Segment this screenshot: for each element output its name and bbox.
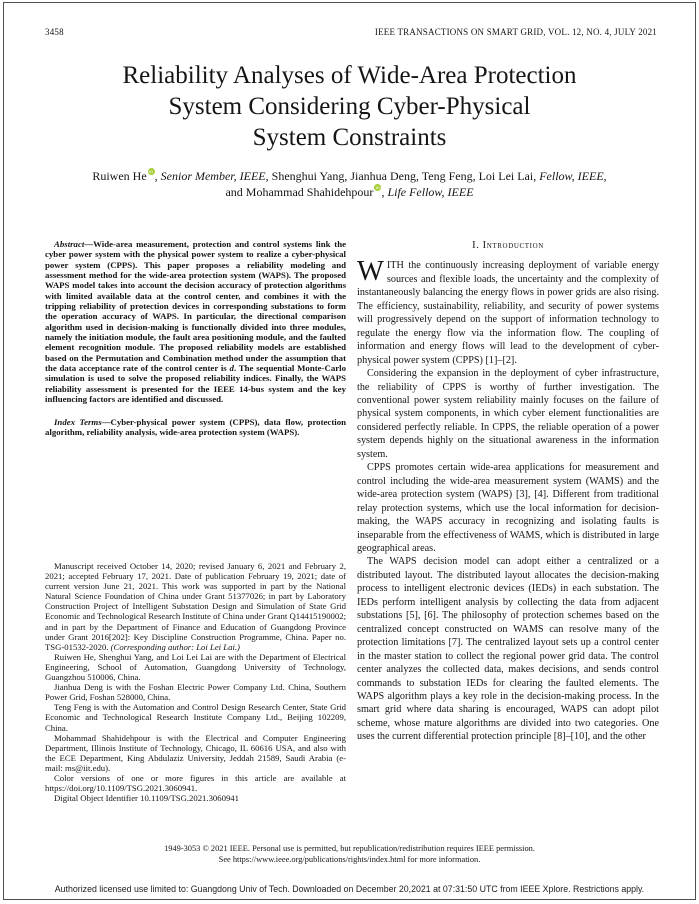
footnote-affiliation: [45, 733, 346, 773]
journal-header: IEEE TRANSACTIONS ON SMART GRID, VOL. 12, NO. 4, JULY 2021: [374, 27, 657, 37]
intro-paragraph: [357, 256, 659, 367]
intro-paragraph: CPPS promotes certain wide-area applications for measurement and control including the wide-area measurement system (WAMS) and the wide-area protection system (WAPS) [3], [4]. Different from traditional relay protection systems, which use the local information for decision-making, the WAPS accuracy in recognizing and isolating faults is inseparable from the effectiveness of WAMS, which is distributed in large geographical areas.: [357, 462, 659, 554]
running-header: [45, 27, 657, 37]
left-column: [45, 239, 346, 437]
copyright-notice: [0, 844, 699, 865]
footnote-text: ).: [105, 762, 111, 773]
author-name: and Mohammad Shahidehpour: [225, 185, 374, 199]
footnote-text: .: [195, 783, 198, 794]
abstract-dash: —: [84, 239, 94, 249]
footnote-manuscript: [45, 561, 346, 652]
author-separator: ,: [381, 185, 388, 199]
title-line: System Considering Cyber-Physical: [168, 93, 531, 120]
author-names: , Shenghui Yang, Jianhua Deng, Teng Feng, Loi Lei Lai,: [265, 169, 540, 183]
author-role: Life Fellow, IEEE: [387, 185, 474, 199]
index-terms: [45, 417, 346, 438]
email-link[interactable]: ms@iit.edu: [65, 762, 106, 773]
author-list: [0, 168, 699, 200]
page-number: 3458: [45, 27, 64, 37]
intro-paragraph: Considering the expansion in the deployment of cyber infrastructure, the reliability of CPPS is worthy of further investigation. The conventional power system reliability mainly focuses on the failure of physical system components, in which cyber element functionalities are considered perfectly reliable. In CPPS, the reliable operation of a power system depends highly on the situational awareness in the information system.: [357, 368, 659, 460]
title-line: Reliability Analyses of Wide-Area Protection: [122, 62, 577, 89]
variable-d: d: [229, 363, 234, 374]
abstract-text: Wide-area measurement, protection and control systems link the cyber power system with the physical power system to realize a cyber-physical power system (CPPS). This paper proposes a reliability modeling and assessment method for the wide-area protection system (WAPS). The proposed WAPS model takes into account the decision accuracy of protection algorithms with limited available data at the control center, and combines it with the tripping reliability of protection devices in corresponding substations to form the operation accuracy of WAPS. In particular, the directional comparison algorithm used in decision-making is functionally divided into three modules, namely the initiation module, the fault area positioning module, and the faulted element recognition module. The proposed reliability models are established based on the Permutation and Combination method under the assumption that the data acceptance rate of the control center is: [45, 239, 346, 374]
copyright-line: See https://www.ieee.org/publications/rights/index.html for more information.: [218, 854, 481, 864]
orcid-icon[interactable]: iD: [376, 185, 380, 190]
footnote-affiliation: Jianhua Deng is with the Foshan Electric Power Company Ltd. China, Southern Power Grid, Foshan 528000, China.: [45, 682, 346, 703]
title-line: System Constraints: [252, 124, 447, 151]
footnote-color-versions: [45, 773, 346, 793]
index-terms-text: Cyber-physical power system (CPPS), data flow, protection algorithm, reliability analysis, wide-area protection system (WAPS).: [45, 416, 346, 437]
license-footer: Authorized licensed use limited to: Guangdong Univ of Tech. Downloaded on December 20,2021 at 07:31:50 UTC from IEEE Xplore. Restrictions apply.: [54, 884, 645, 894]
index-terms-dash: —: [101, 416, 111, 427]
abstract: [45, 239, 346, 405]
paper-title: [0, 60, 699, 153]
footnote-block: [45, 561, 346, 803]
dropcap-letter: W: [357, 256, 384, 288]
footnote-text: Mohammad Shahidehpour is with the Electrical and Computer Engineering Department, Illinois Institute of Technology, Chicago, IL 60616 USA, and also with the ECE Department, King Abdulaziz University, Jeddah 21589, Saudi Arabia (e-mail:: [45, 732, 346, 773]
author-role: Senior Member, IEEE: [160, 169, 266, 183]
author-separator: ,: [603, 169, 607, 183]
footnote-affiliation: Teng Feng is with the Automation and Control Design Research Center, State Grid Economic and Technological Research Institute Company Ltd., Beijing 102209, China.: [45, 702, 346, 733]
abstract-label: Abstract: [54, 239, 85, 249]
author-role: Fellow, IEEE: [539, 169, 604, 183]
copyright-line: 1949-3053 © 2021 IEEE. Personal use is permitted, but republication/redistribution requires IEEE permission.: [164, 844, 535, 853]
paragraph-text: ITH the continuously increasing deployment of variable energy sources and flexible loads, the uncertainty and the complexity of instantaneously balancing the energy flows in power grids are also rising. The efficiency, sustainability, reliability, and security of power systems will progressively depend on the support of information technology to regulate the energy flow via the information flow. The coupling of information and energy flows will lead to the development of cyber-physical power system (CPPS) [1]–[2].: [357, 260, 659, 366]
doi-link[interactable]: https://doi.org/10.1109/TSG.2021.3060941: [45, 783, 196, 794]
abstract-text: . The sequential Monte-Carlo simulation is used to solve the proposed reliability indices. Finally, the WAPS reliability assessment is presented for the IEEE 14-bus system and the key influencing factors are identified and discussed.: [45, 363, 346, 405]
orcid-icon[interactable]: iD: [149, 169, 154, 174]
footnote-text: Color versions of one or more figures in this article are available at: [54, 772, 346, 783]
footnote-text: Manuscript received October 14, 2020; revised January 6, 2021 and February 2, 2021; accepted February 17, 2021. Date of publication February 19, 2021; date of current version June 21, 2021. This work was supported in part by the National Natural Science Foundation of China under Grant 51377026; in part by Laboratory Construction Project of Intelligent Substation Design and Simulation of State Grid Economic and Technological Research Institute of China under Grant Q14415190002; and in part by the Department of Finance and Education of Guangdong Province under Grant 2016[202]: Key Discipline Construction Programme, China. Paper no. TSG-01532-2020.: [45, 561, 346, 652]
footnote-doi: Digital Object Identifier 10.1109/TSG.2021.3060941: [54, 793, 239, 804]
footnote-affiliation: Ruiwen He, Shenghui Yang, and Loi Lei Lai are with the Department of Electrical Engineering, School of Automation, Guangdong University of Technology, Guangzhou 510006, China.: [45, 651, 346, 683]
intro-paragraph: The WAPS decision model can adopt either a centralized or a distributed layout. The distributed layout allocates the decision-making process to intelligent electronic devices (IEDs) in each substation. The IEDs perform intelligent analysis by collecting the data from adjacent substations [5], [6]. The philosophy of protection schemes based on the centralized concept constructed on WAMS can resolve many of the protection limitations [7]. The centralized layout sets up a control center in the master station to collect the regional power grid data. The control center analyzes the collected data, makes decisions, and sends control commands to substation IEDs for clearing the faulted elements. The WAPS algorithm plays a key role in the decision-making process. In the smart grid where data sharing is encouraged, WAPS can adopt pilot scheme, whose mature algorithms are divided into two categories. One uses the current differential protection principle [8]–[10], and the other: [357, 556, 659, 743]
corresponding-author-note: (Corresponding author: Loi Lei Lai.): [110, 641, 240, 652]
right-column: [357, 239, 659, 843]
index-terms-label: Index Terms: [54, 416, 102, 427]
author-separator: ,: [154, 169, 161, 183]
section-heading-introduction: I. Introduction: [472, 240, 544, 251]
author-name: Ruiwen He: [92, 169, 147, 183]
